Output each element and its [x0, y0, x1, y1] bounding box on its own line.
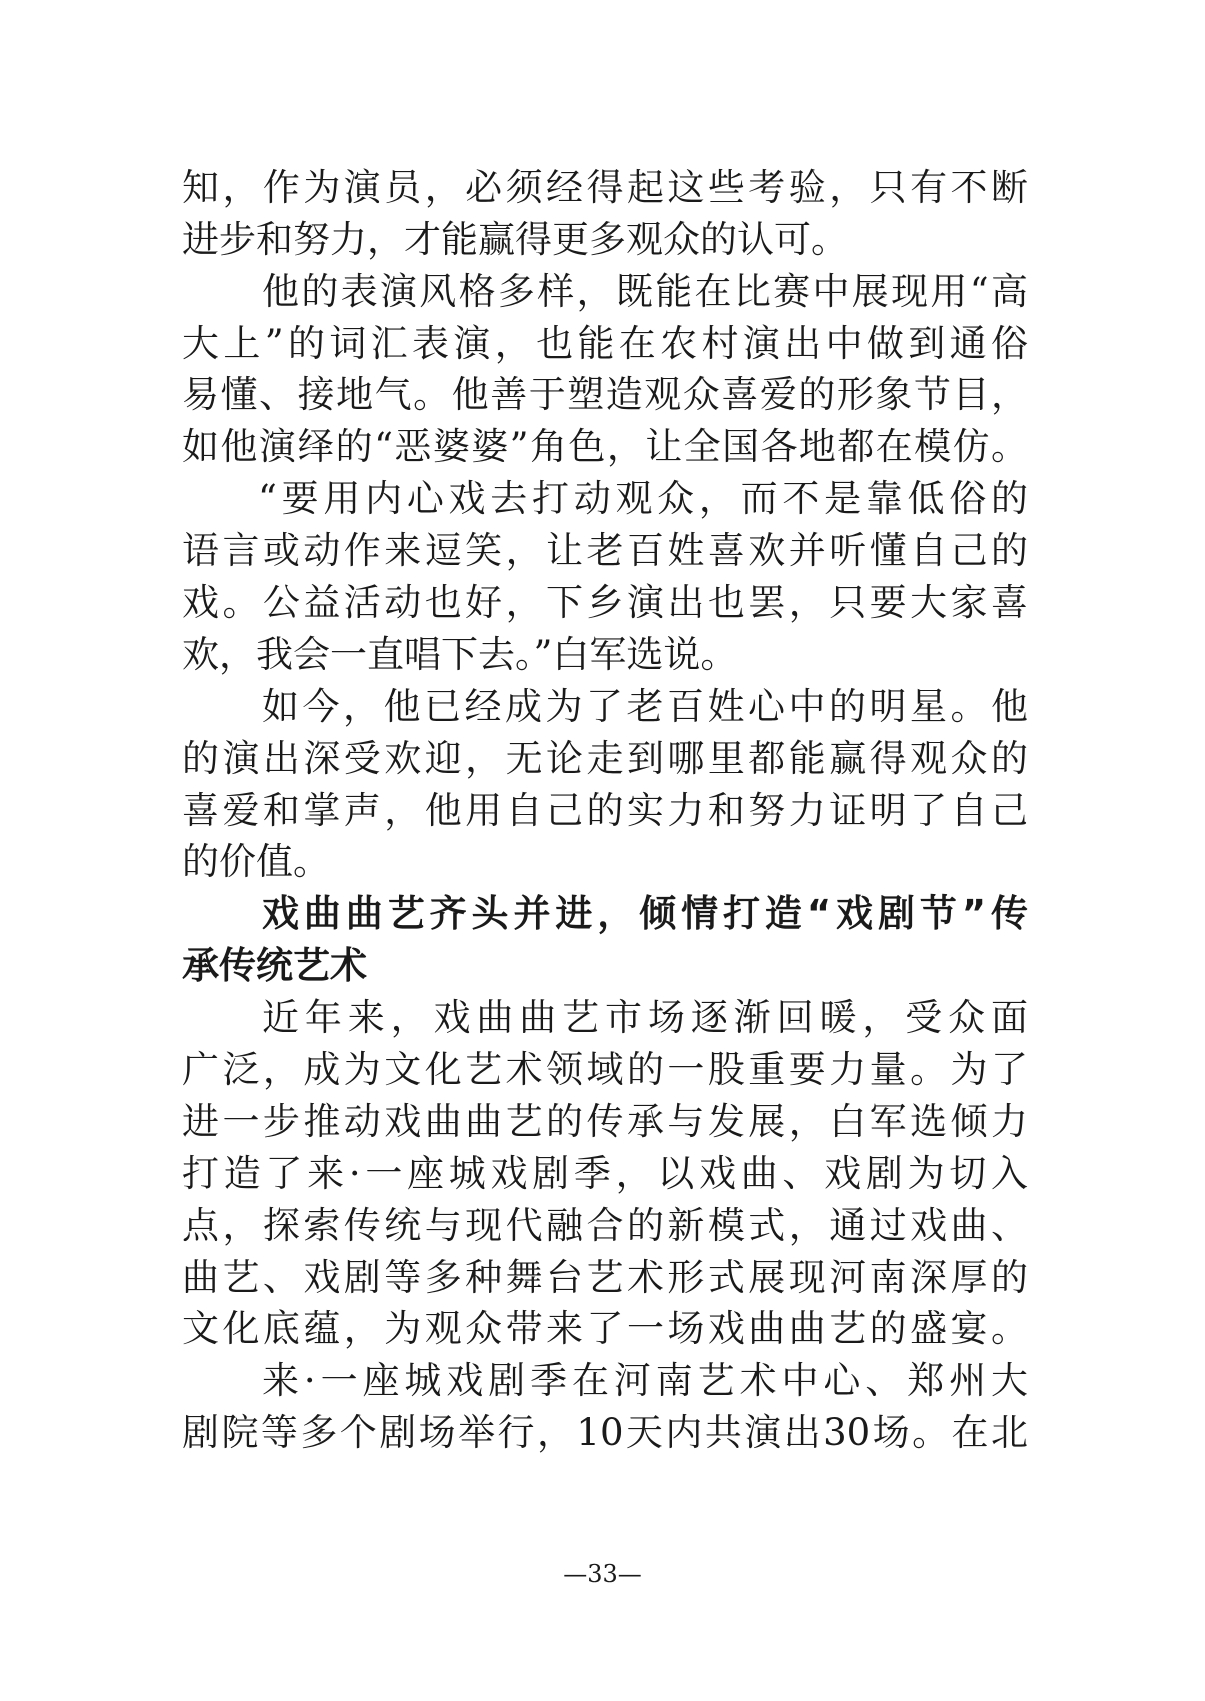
body-text-line: 来·一座城戏剧季在河南艺术中心、郑州大: [262, 1359, 1028, 1402]
body-text-line: 剧院等多个剧场举行，10天内共演出30场。在北: [182, 1411, 1028, 1454]
body-text-line: 如他演绎的“恶婆婆”角色，让全国各地都在模仿。: [182, 425, 1028, 468]
body-text-line: 知，作为演员，必须经得起这些考验，只有不断: [182, 166, 1028, 209]
body-text-line: 的演出深受欢迎，无论走到哪里都能赢得观众的: [182, 737, 1028, 780]
body-text-line: 文化底蕴，为观众带来了一场戏曲曲艺的盛宴。: [182, 1307, 1028, 1350]
section-heading: 承传统艺术: [182, 944, 367, 987]
body-text-line: 打造了来·一座城戏剧季，以戏曲、戏剧为切入: [182, 1152, 1028, 1195]
body-text-line: 如今，他已经成为了老百姓心中的明星。他: [262, 685, 1028, 728]
body-text-line: 进一步推动戏曲曲艺的传承与发展，白军选倾力: [182, 1100, 1028, 1143]
body-text-line: 点，探索传统与现代融合的新模式，通过戏曲、: [182, 1204, 1028, 1247]
quote-line: 欢，我会一直唱下去。”白军选说。: [182, 633, 738, 676]
body-text-line: 易懂、接地气。他善于塑造观众喜爱的形象节目，: [182, 373, 1028, 416]
body-text-line: 他的表演风格多样，既能在比赛中展现用“高: [262, 270, 1028, 313]
body-text-line: 喜爱和掌声，他用自己的实力和努力证明了自己: [182, 789, 1028, 832]
body-text-line: 曲艺、戏剧等多种舞台艺术形式展现河南深厚的: [182, 1256, 1028, 1299]
body-text-line: 近年来，戏曲曲艺市场逐渐回暖，受众面: [262, 996, 1028, 1039]
quote-line: “要用内心戏去打动观众，而不是靠低俗的: [258, 477, 1028, 520]
page-number: —33—: [563, 1560, 642, 1588]
section-heading: 戏曲曲艺齐头并进，倾情打造“戏剧节”传: [262, 892, 1028, 935]
body-text-line: 广泛，成为文化艺术领域的一股重要力量。为了: [182, 1048, 1028, 1091]
body-text-line: 大上”的词汇表演，也能在农村演出中做到通俗: [182, 322, 1028, 365]
quote-line: 语言或动作来逗笑，让老百姓喜欢并听懂自己的: [182, 529, 1028, 572]
body-text-line: 的价值。: [182, 840, 330, 883]
body-text-line: 进步和努力，才能赢得更多观众的认可。: [182, 218, 848, 261]
quote-line: 戏。公益活动也好，下乡演出也罢，只要大家喜: [182, 581, 1028, 624]
